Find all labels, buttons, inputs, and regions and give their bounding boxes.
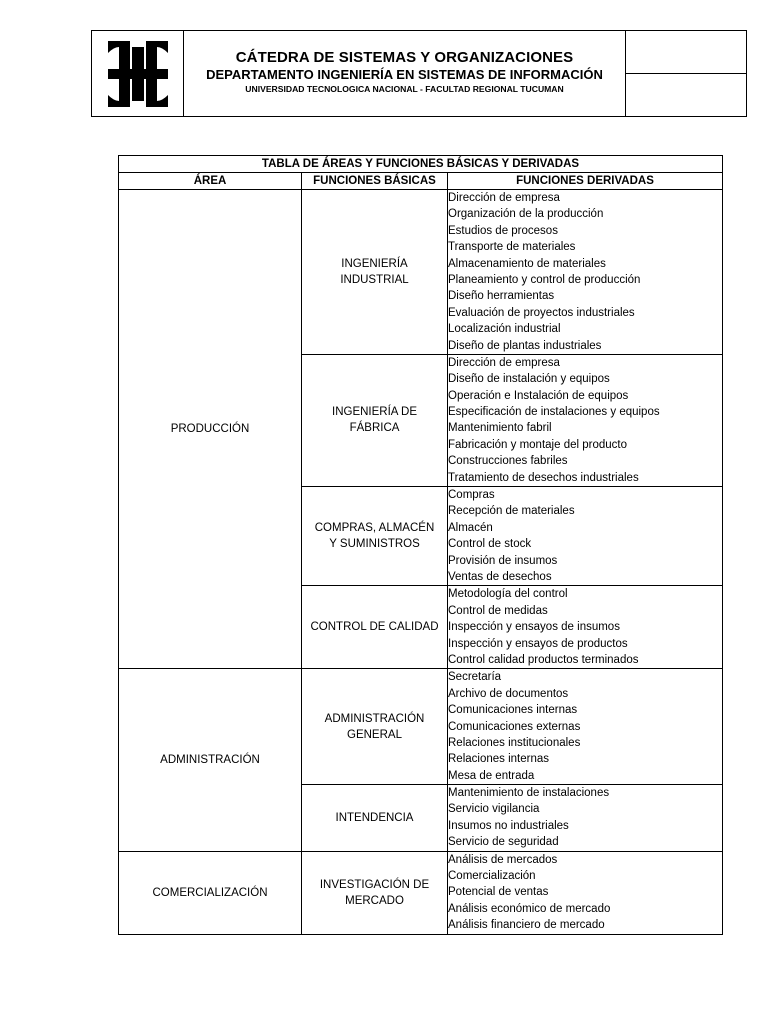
basic-function-cell: INGENIERÍA DE FÁBRICA xyxy=(302,354,448,486)
derived-function-item: Especificación de instalaciones y equipos xyxy=(448,406,660,419)
basic-function-cell: INVESTIGACIÓN DE MERCADO xyxy=(302,851,448,934)
derived-function-item: Comunicaciones internas xyxy=(448,704,578,717)
derived-functions-list xyxy=(448,190,722,354)
derived-functions-cell xyxy=(448,190,723,355)
derived-function-item: Mesa de entrada xyxy=(448,769,535,782)
derived-function-item: Construcciones fabriles xyxy=(448,455,568,468)
derived-function-item: Planeamiento y control de producción xyxy=(448,273,641,286)
basic-function-cell: INGENIERÍA INDUSTRIAL xyxy=(302,190,448,355)
derived-function-item: Compras xyxy=(448,489,495,502)
basic-function-cell: INTENDENCIA xyxy=(302,785,448,852)
derived-function-item: Mantenimiento de instalaciones xyxy=(448,787,610,800)
department-title: DEPARTAMENTO INGENIERÍA EN SISTEMAS DE INFORMACIÓN xyxy=(206,67,603,82)
basic-function-cell: COMPRAS, ALMACÉN Y SUMINISTROS xyxy=(302,487,448,586)
area-cell: PRODUCCIÓN xyxy=(119,190,302,669)
derived-function-item: Operación e Instalación de equipos xyxy=(448,389,629,402)
derived-functions-cell xyxy=(448,586,723,669)
derived-functions-cell xyxy=(448,354,723,486)
derived-function-item: Control de stock xyxy=(448,538,532,551)
derived-function-item: Almacenamiento de materiales xyxy=(448,257,606,270)
header-side-bottom xyxy=(626,74,746,116)
area-cell: ADMINISTRACIÓN xyxy=(119,669,302,851)
header-side-top xyxy=(626,31,746,74)
table-caption: TABLA DE ÁREAS Y FUNCIONES BÁSICAS Y DERIVADAS xyxy=(119,156,723,173)
derived-function-item: Comunicaciones externas xyxy=(448,720,581,733)
derived-function-item: Fabricación y montaje del producto xyxy=(448,438,627,451)
derived-functions-list xyxy=(448,785,722,851)
derived-function-item: Inspección y ensayos de insumos xyxy=(448,621,620,634)
derived-functions-cell xyxy=(448,785,723,852)
derived-functions-list xyxy=(448,487,722,585)
derived-functions-cell xyxy=(448,851,723,934)
derived-function-item: Organización de la producción xyxy=(448,208,604,221)
derived-function-item: Diseño de plantas industriales xyxy=(448,339,602,352)
derived-function-item: Análisis de mercados xyxy=(448,853,558,866)
derived-function-item: Relaciones internas xyxy=(448,753,550,766)
areas-functions-table xyxy=(118,155,723,935)
chair-title: CÁTEDRA DE SISTEMAS Y ORGANIZACIONES xyxy=(235,49,574,66)
column-header-basic-functions: FUNCIONES BÁSICAS xyxy=(302,173,448,190)
derived-function-item: Ventas de desechos xyxy=(448,570,552,583)
header-title-cell xyxy=(184,31,625,116)
derived-function-item: Evaluación de proyectos industriales xyxy=(448,306,635,319)
area-cell: COMERCIALIZACIÓN xyxy=(119,851,302,934)
derived-function-item: Análisis financiero de mercado xyxy=(448,919,605,932)
derived-functions-list xyxy=(448,355,722,486)
derived-function-item: Potencial de ventas xyxy=(448,886,549,899)
column-header-area: ÁREA xyxy=(119,173,302,190)
derived-functions-list xyxy=(448,669,722,784)
derived-function-item: Almacén xyxy=(448,521,493,534)
derived-function-item: Provisión de insumos xyxy=(448,554,558,567)
derived-function-item: Estudios de procesos xyxy=(448,224,558,237)
table-row xyxy=(119,669,723,785)
university-title: UNIVERSIDAD TECNOLOGICA NACIONAL - FACULTAD REGIONAL TUCUMAN xyxy=(245,84,564,94)
derived-function-item: Dirección de empresa xyxy=(448,356,560,369)
derived-function-item: Análisis económico de mercado xyxy=(448,902,611,915)
table-row xyxy=(119,190,723,355)
derived-functions-list xyxy=(448,852,722,934)
table-body xyxy=(119,190,723,935)
derived-function-item: Archivo de documentos xyxy=(448,687,569,700)
derived-function-item: Comercialización xyxy=(448,870,536,883)
column-header-derived-functions: FUNCIONES DERIVADAS xyxy=(448,173,723,190)
derived-function-item: Localización industrial xyxy=(448,323,561,336)
derived-function-item: Tratamiento de desechos industriales xyxy=(448,471,639,484)
derived-function-item: Insumos no industriales xyxy=(448,819,569,832)
derived-function-item: Recepción de materiales xyxy=(448,505,575,518)
derived-function-item: Diseño herramientas xyxy=(448,290,555,303)
table-row xyxy=(119,851,723,934)
derived-function-item: Servicio vigilancia xyxy=(448,803,540,816)
derived-function-item: Diseño de instalación y equipos xyxy=(448,373,610,386)
derived-function-item: Metodología del control xyxy=(448,588,568,601)
derived-function-item: Inspección y ensayos de productos xyxy=(448,637,628,650)
header-side-cell xyxy=(625,31,746,116)
derived-function-item: Mantenimiento fabril xyxy=(448,422,552,435)
derived-function-item: Secretaría xyxy=(448,671,502,684)
basic-function-cell: CONTROL DE CALIDAD xyxy=(302,586,448,669)
derived-function-item: Dirección de empresa xyxy=(448,192,560,204)
utn-logo-icon xyxy=(106,39,170,109)
derived-function-item: Control calidad productos terminados xyxy=(448,653,639,666)
derived-functions-cell xyxy=(448,669,723,785)
derived-function-item: Control de medidas xyxy=(448,604,548,617)
derived-functions-list xyxy=(448,586,722,668)
derived-function-item: Relaciones institucionales xyxy=(448,736,581,749)
document-header xyxy=(91,30,747,117)
derived-functions-cell xyxy=(448,487,723,586)
derived-function-item: Transporte de materiales xyxy=(448,241,576,254)
basic-function-cell: ADMINISTRACIÓN GENERAL xyxy=(302,669,448,785)
logo-cell xyxy=(92,31,184,116)
derived-function-item: Servicio de seguridad xyxy=(448,836,559,849)
